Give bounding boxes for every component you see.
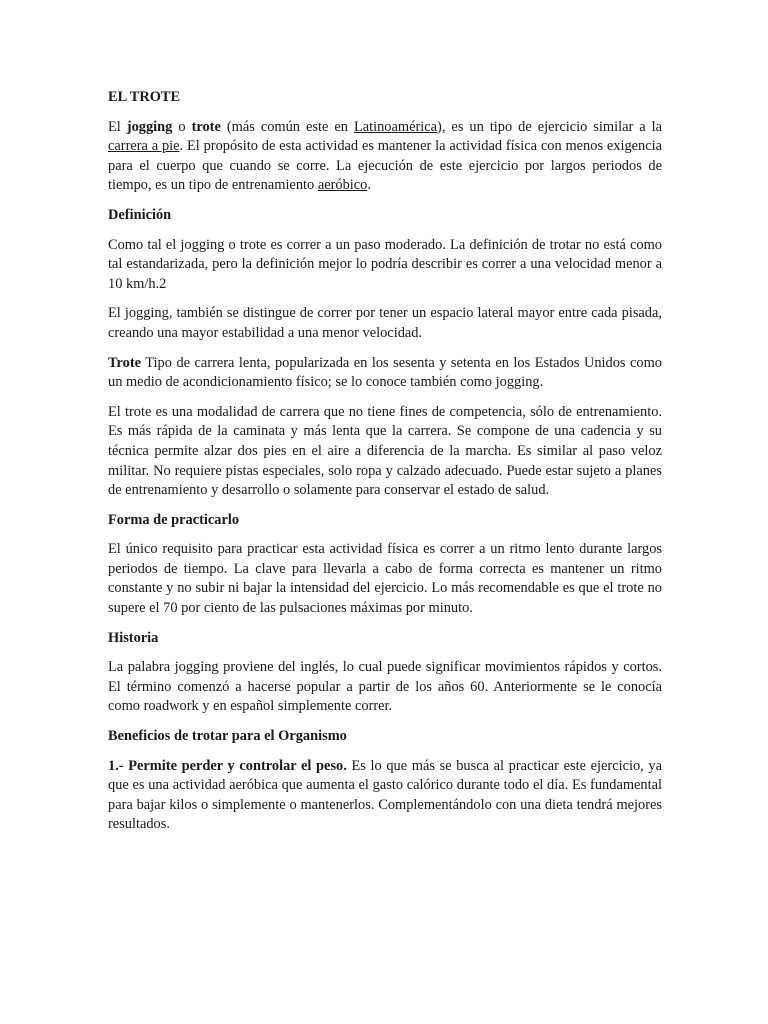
heading-historia: Historia bbox=[108, 629, 159, 646]
link-carrera-a-pie[interactable]: carrera a pie bbox=[108, 138, 180, 155]
historia-paragraph: La palabra jogging proviene del inglés, lo cual puede significar movimientos rápidos y cortos. El término comenzó a hacerse popular a partir de los años 60. Anteriormente se le conocía como roadwork y en español simplemente correr. bbox=[108, 659, 662, 715]
intro-text: . El propósito de esta actividad es mantener la actividad física con menos exigencia para el cuerpo que cuando se corre. La ejecución de este ejercicio por largos periodos de tiempo, es un tipo de entrenamiento bbox=[108, 138, 662, 194]
forma-paragraph: El único requisito para practicar esta actividad física es correr a un ritmo lento durante largos periodos de tiempo. La clave para llevarla a cabo de forma correcta es mantener un ritmo constante y no subir ni bajar la intensidad del ejercicio. Lo más recomendable es que el trote no supere el 70 por ciento de las pulsaciones máximas por minuto. bbox=[108, 541, 662, 617]
intro-text: (más común este en bbox=[220, 118, 354, 135]
definicion-paragraph-4: El trote es una modalidad de carrera que no tiene fines de competencia, sólo de entrenamiento. Es más rápida de la caminata y más lenta que la carrera. Se compone de una cadencia y su técnica permite alzar dos pies en el aire a diferencia de la marcha. Es similar al paso veloz militar. No requiere pistas especiales, solo ropa y calzado adecuado. Puede estar sujeto a planes de entrenamiento y desarrollo o solamente para conservar el estado de salud. bbox=[108, 403, 662, 499]
beneficio-1-paragraph bbox=[108, 757, 662, 835]
intro-text: . bbox=[367, 177, 371, 194]
intro-text: o bbox=[172, 118, 192, 135]
beneficio-1-text: Es lo que más se busca al practicar este ejercicio, ya que es una actividad aeróbica que aumenta el gasto calórico durante todo el día. Es fundamental para bajar kilos o simplemente o mantenerlos. Complementándolo con una dieta tendrá mejores resultados. bbox=[108, 757, 662, 833]
document-page bbox=[108, 88, 662, 845]
trote-bold-term: Trote bbox=[108, 354, 142, 371]
link-aerobico[interactable]: aeróbico bbox=[317, 177, 368, 194]
trote-definition-text: Tipo de carrera lenta, popularizada en los sesenta y setenta en los Estados Unidos como un medio de acondicionamiento físico; se lo conoce también como jogging. bbox=[108, 354, 662, 391]
intro-bold-trote: trote bbox=[191, 118, 221, 135]
heading-forma-de-practicarlo: Forma de practicarlo bbox=[108, 511, 240, 528]
intro-text: ), es un tipo de ejercicio similar a la bbox=[437, 118, 663, 135]
intro-paragraph bbox=[108, 118, 662, 196]
definicion-paragraph-2: El jogging, también se distingue de correr por tener un espacio lateral mayor entre cada pisada, creando una mayor estabilidad a una menor velocidad. bbox=[108, 305, 662, 341]
intro-bold-jogging: jogging bbox=[126, 118, 173, 135]
link-latinoamerica[interactable]: Latinoamérica bbox=[353, 118, 438, 135]
definicion-paragraph-3 bbox=[108, 354, 662, 393]
heading-definicion: Definición bbox=[108, 206, 172, 223]
intro-text: El bbox=[108, 118, 127, 135]
document-title: EL TROTE bbox=[108, 89, 181, 105]
beneficio-1-bold: 1.- Permite perder y controlar el peso. bbox=[108, 757, 347, 774]
heading-beneficios: Beneficios de trotar para el Organismo bbox=[108, 728, 347, 745]
definicion-paragraph-1: Como tal el jogging o trote es correr a un paso moderado. La definición de trotar no está como tal estandarizada, pero la definición mejor lo podría describir es correr a una velocidad menor a 10 km/h.2 bbox=[108, 236, 662, 292]
